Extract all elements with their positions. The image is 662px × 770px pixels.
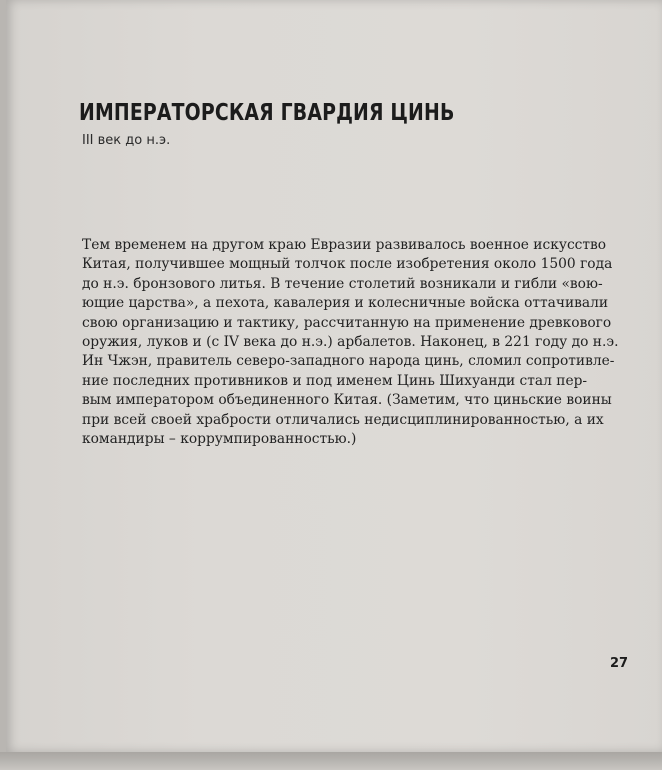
chapter-title: ИМПЕРАТОРСКАЯ ГВАРДИЯ ЦИНЬ bbox=[79, 100, 455, 126]
page-number: 27 bbox=[610, 656, 629, 671]
paragraph-line: при всей своей храбрости отличались недисциплинированностью, а их bbox=[82, 411, 604, 428]
page-bottom-edge bbox=[0, 752, 662, 770]
paragraph-line: Ин Чжэн, правитель северо-западного народа цинь, сломил сопротивле- bbox=[82, 353, 615, 370]
paragraph-line: свою организацию и тактику, рассчитанную на применение древкового bbox=[82, 314, 612, 331]
book-page bbox=[6, 0, 662, 752]
paragraph-line: до н.э. бронзового литья. В течение столетий возникали и гибли «вою- bbox=[82, 275, 603, 292]
paragraph-line: командиры – коррумпированностью.) bbox=[82, 431, 357, 448]
paragraph-line: Тем временем на другом краю Евразии развивалось военное искусство bbox=[82, 237, 607, 253]
paragraph-line: ние последних противников и под именем Цинь Шихуанди стал пер- bbox=[82, 372, 588, 389]
paragraph-line: ющие царства», а пехота, кавалерия и колесничные войска оттачивали bbox=[82, 295, 609, 312]
paragraph-line: оружия, луков и (с IV века до н.э.) арбалетов. Наконец, в 221 году до н.э. bbox=[82, 334, 619, 351]
body-paragraph bbox=[82, 236, 619, 449]
chapter-subtitle: III век до н.э. bbox=[82, 133, 171, 148]
paragraph-line: вым императором объединенного Китая. (Заметим, что циньские воины bbox=[82, 392, 612, 409]
paragraph-line: Китая, получившее мощный толчок после изобретения около 1500 года bbox=[82, 256, 613, 273]
